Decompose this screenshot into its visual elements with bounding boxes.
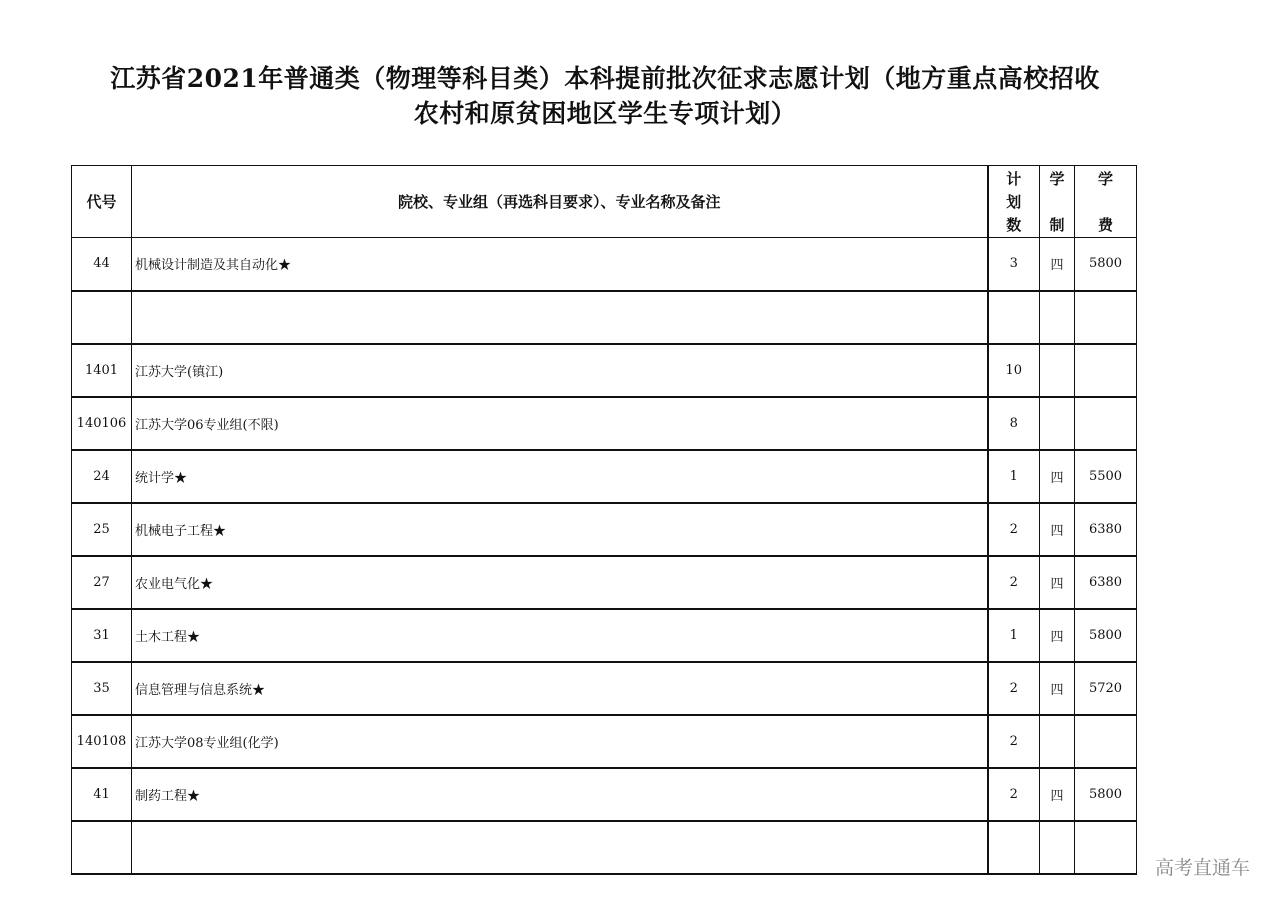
cell-plan xyxy=(988,291,1040,344)
cell-duration: 四 xyxy=(1040,556,1075,609)
cell-fee xyxy=(1075,291,1137,344)
cell-name: 机械设计制造及其自动化★ xyxy=(132,238,988,291)
cell-fee: 5500 xyxy=(1075,450,1137,503)
cell-name: 信息管理与信息系统★ xyxy=(132,662,988,715)
cell-fee: 5720 xyxy=(1075,662,1137,715)
table-row xyxy=(72,344,1137,397)
cell-fee: 5800 xyxy=(1075,609,1137,662)
cell-name: 江苏大学(镇江) xyxy=(132,344,988,397)
cell-code xyxy=(72,291,132,344)
header-duration-char-1: 学 xyxy=(1049,169,1065,188)
cell-duration xyxy=(1040,821,1075,874)
document-title-line-1: 江苏省2021年普通类（物理等科目类）本科提前批次征求志愿计划（地方重点高校招收 xyxy=(110,64,1100,93)
header-fee xyxy=(1075,166,1137,238)
table-row xyxy=(72,238,1137,291)
cell-fee xyxy=(1075,397,1137,450)
table-row xyxy=(72,768,1137,821)
cell-duration: 四 xyxy=(1040,450,1075,503)
cell-fee: 6380 xyxy=(1075,503,1137,556)
cell-duration xyxy=(1040,397,1075,450)
cell-code: 25 xyxy=(72,503,132,556)
cell-plan: 1 xyxy=(988,609,1040,662)
cell-code: 1401 xyxy=(72,344,132,397)
cell-plan: 3 xyxy=(988,238,1040,291)
table-row xyxy=(72,503,1137,556)
cell-name xyxy=(132,821,988,874)
table-row xyxy=(72,715,1137,768)
cell-code: 140108 xyxy=(72,715,132,768)
cell-plan: 2 xyxy=(988,503,1040,556)
cell-plan: 2 xyxy=(988,715,1040,768)
cell-duration: 四 xyxy=(1040,768,1075,821)
header-plan-char-1: 计 xyxy=(1006,169,1022,188)
cell-fee xyxy=(1075,821,1137,874)
cell-code: 31 xyxy=(72,609,132,662)
header-name: 院校、专业组（再选科目要求）、专业名称及备注 xyxy=(132,166,988,238)
cell-duration: 四 xyxy=(1040,238,1075,291)
cell-code: 140106 xyxy=(72,397,132,450)
table-row xyxy=(72,291,1137,344)
cell-name xyxy=(132,291,988,344)
header-plan xyxy=(988,166,1040,238)
cell-fee xyxy=(1075,715,1137,768)
cell-code xyxy=(72,821,132,874)
table-row xyxy=(72,450,1137,503)
cell-duration: 四 xyxy=(1040,609,1075,662)
cell-code: 44 xyxy=(72,238,132,291)
cell-plan: 2 xyxy=(988,662,1040,715)
header-fee-char-1: 学 xyxy=(1097,169,1113,188)
table-header-row xyxy=(72,166,1137,238)
cell-name: 机械电子工程★ xyxy=(132,503,988,556)
table-row xyxy=(72,662,1137,715)
table-row xyxy=(72,821,1137,874)
cell-name: 土木工程★ xyxy=(132,609,988,662)
cell-plan: 2 xyxy=(988,556,1040,609)
header-plan-char-2: 划 xyxy=(1006,192,1022,211)
cell-fee: 5800 xyxy=(1075,238,1137,291)
table-row xyxy=(72,556,1137,609)
cell-duration xyxy=(1040,715,1075,768)
cell-duration: 四 xyxy=(1040,503,1075,556)
cell-plan: 2 xyxy=(988,768,1040,821)
table-row xyxy=(72,609,1137,662)
cell-name: 农业电气化★ xyxy=(132,556,988,609)
cell-code: 24 xyxy=(72,450,132,503)
cell-name: 江苏大学06专业组(不限) xyxy=(132,397,988,450)
cell-fee: 6380 xyxy=(1075,556,1137,609)
cell-duration: 四 xyxy=(1040,662,1075,715)
document-title-line-2: 农村和原贫困地区学生专项计划） xyxy=(413,99,797,128)
cell-plan xyxy=(988,821,1040,874)
watermark-text: 高考直通车 xyxy=(1154,857,1250,879)
cell-code: 41 xyxy=(72,768,132,821)
header-duration xyxy=(1040,166,1075,238)
cell-duration xyxy=(1040,344,1075,397)
cell-plan: 10 xyxy=(988,344,1040,397)
cell-fee: 5800 xyxy=(1075,768,1137,821)
cell-plan: 8 xyxy=(988,397,1040,450)
cell-name: 制药工程★ xyxy=(132,768,988,821)
header-fee-char-2: 费 xyxy=(1097,215,1113,234)
cell-name: 江苏大学08专业组(化学) xyxy=(132,715,988,768)
cell-code: 27 xyxy=(72,556,132,609)
cell-name: 统计学★ xyxy=(132,450,988,503)
enrollment-plan-table xyxy=(71,165,1137,875)
header-duration-char-2: 制 xyxy=(1049,215,1065,234)
table-row xyxy=(72,397,1137,450)
cell-code: 35 xyxy=(72,662,132,715)
header-code: 代号 xyxy=(72,166,132,238)
cell-fee xyxy=(1075,344,1137,397)
cell-duration xyxy=(1040,291,1075,344)
header-plan-char-3: 数 xyxy=(1006,215,1022,234)
cell-plan: 1 xyxy=(988,450,1040,503)
